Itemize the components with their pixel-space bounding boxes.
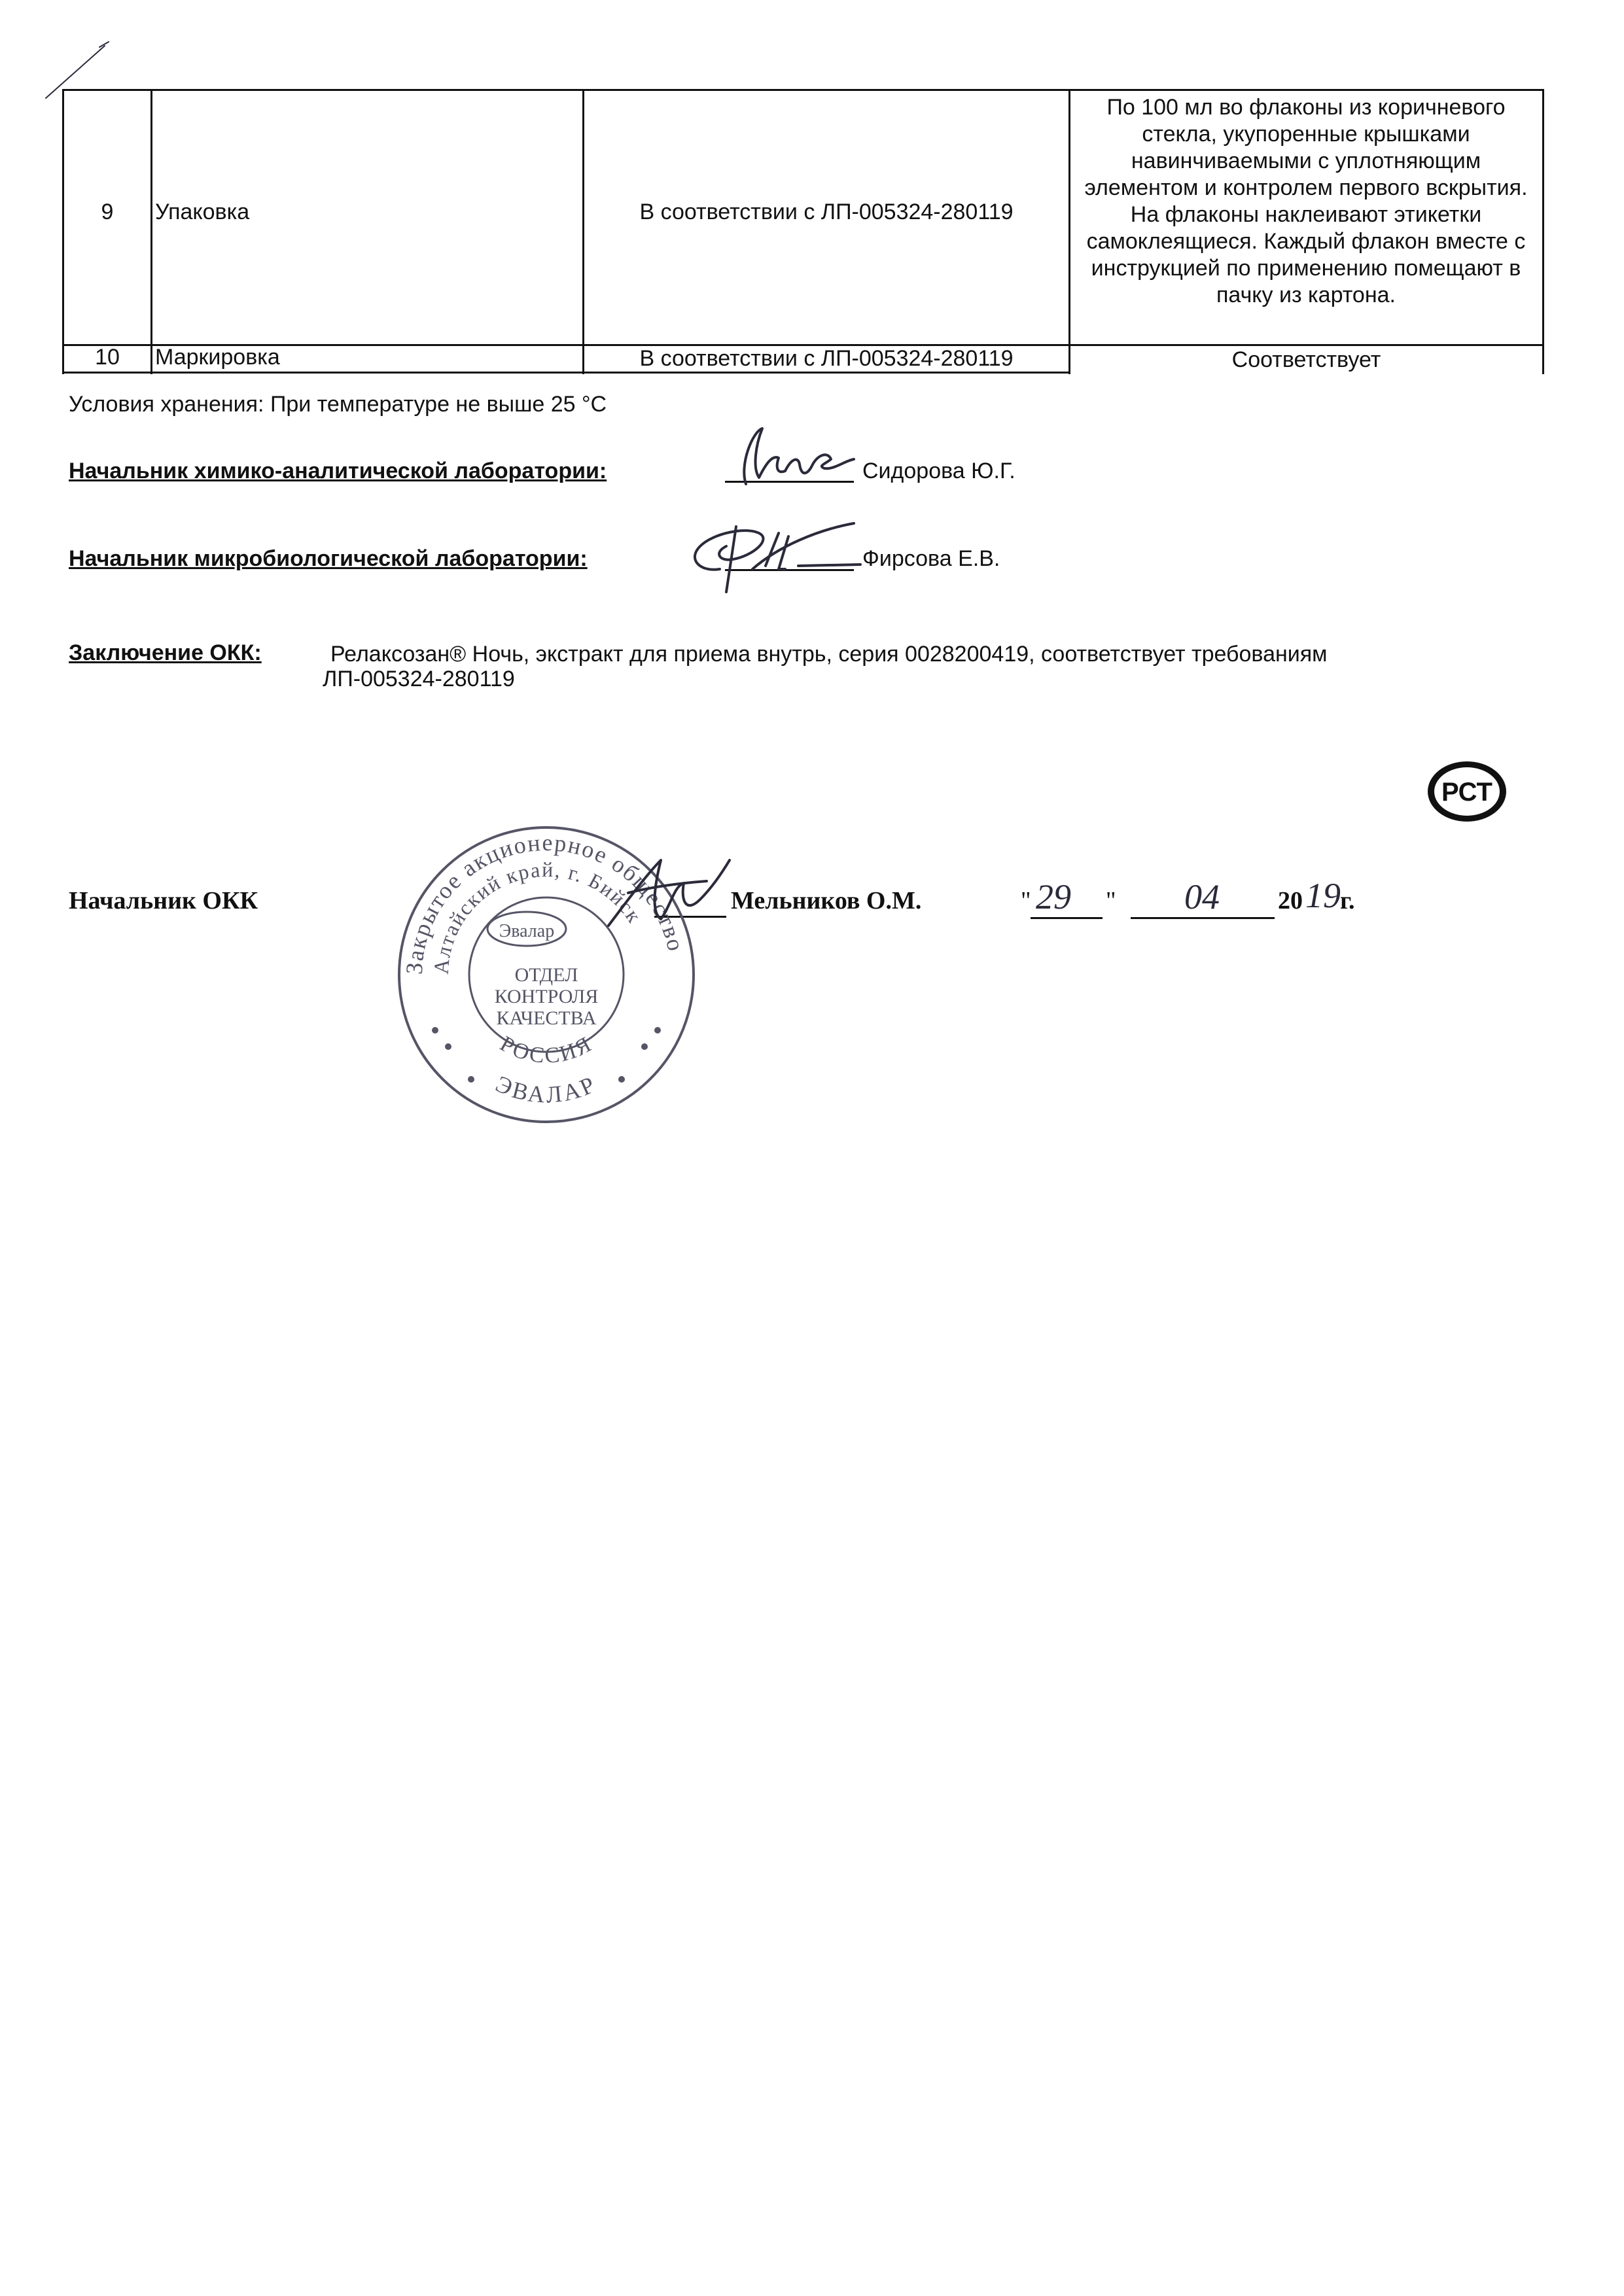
table-row-requirement: В соответствии с ЛП-005324-280119 — [639, 200, 1014, 224]
micro-lab-signature — [674, 507, 864, 599]
table-row-result: Соответствует — [1231, 347, 1381, 372]
conclusion-line-1: Релаксозан® Ночь, экстракт для приема внутрь, серия 0028200419, соответствует требованиям — [330, 642, 1328, 667]
date-day: 29 — [1036, 877, 1071, 916]
table-col-line — [1542, 89, 1544, 374]
results-table — [62, 89, 1544, 374]
table-row-number: 10 — [95, 345, 120, 370]
date-year-unit: г. — [1340, 887, 1355, 914]
certification-mark-label: РСТ — [1441, 778, 1493, 807]
conclusion-label: Заключение ОКК: — [69, 640, 262, 665]
svg-text:ЭВАЛАР — [492, 1070, 601, 1107]
table-row-result: По 100 мл во флаконы из коричневого стекла, укупоренные крышками навинчиваемыми с уплотняющим элементом и контролем первого вскрытия. На флаконы наклеивают этикетки самоклеящиеся. Каждый флакон вместе с инструкцией по применению помещают в пачку из картона. — [1084, 95, 1528, 307]
stamp-inner-text: Алтайский край, г. Бийск — [429, 857, 647, 975]
stamp-bottom-outer: ЭВАЛАР — [491, 1070, 601, 1108]
stamp-center-line: ОТДЕЛ — [514, 964, 578, 986]
date-year-suffix: 19 — [1305, 876, 1341, 915]
table-row-number: 9 — [101, 200, 114, 224]
table-row-requirement: В соответствии с ЛП-005324-280119 — [639, 346, 1014, 371]
date-underline — [1131, 917, 1275, 919]
stamp-logo-text: Эвалар — [499, 921, 555, 941]
table-row-parameter: Упаковка — [155, 200, 250, 224]
stamp-center-line: КАЧЕСТВА — [496, 1007, 597, 1029]
date-close-quote: " — [1106, 887, 1116, 914]
table-rule-top — [62, 89, 1544, 91]
conclusion-line-2: ЛП-005324-280119 — [323, 667, 515, 691]
qcd-head-signature — [589, 847, 739, 945]
stamp-outer-text: Закрытое акционерное общество — [400, 829, 690, 975]
certification-mark — [1425, 759, 1509, 824]
date-underline — [1031, 917, 1103, 919]
storage-conditions: Условия хранения: При температуре не выше 25 °С — [69, 392, 607, 417]
table-row-parameter: Маркировка — [155, 345, 280, 370]
date-year-prefix: 20 — [1278, 887, 1303, 914]
chem-lab-head-title: Начальник химико-аналитической лаборатории: — [69, 459, 607, 483]
date-month: 04 — [1184, 877, 1220, 916]
svg-text:РОССИЯ — [496, 1032, 597, 1068]
stamp-center-line: КОНТРОЛЯ — [494, 986, 599, 1007]
micro-lab-head-title: Начальник микробиологической лаборатории: — [69, 546, 588, 571]
table-col-line — [150, 89, 152, 374]
table-col-line — [1068, 89, 1070, 374]
table-col-line — [62, 89, 64, 374]
chem-lab-head-name: Сидорова Ю.Г. — [862, 459, 1015, 483]
date-open-quote: " — [1021, 887, 1031, 914]
rst-certification-icon — [1425, 759, 1509, 824]
qcd-head-title: Начальник ОКК — [69, 887, 258, 914]
chem-lab-signature — [726, 419, 857, 491]
micro-lab-head-name: Фирсова Е.В. — [862, 546, 1000, 571]
qcd-head-name: Мельников О.М. — [731, 887, 922, 914]
stamp-bottom-inner: РОССИЯ — [495, 1032, 597, 1068]
table-col-line — [582, 89, 584, 374]
